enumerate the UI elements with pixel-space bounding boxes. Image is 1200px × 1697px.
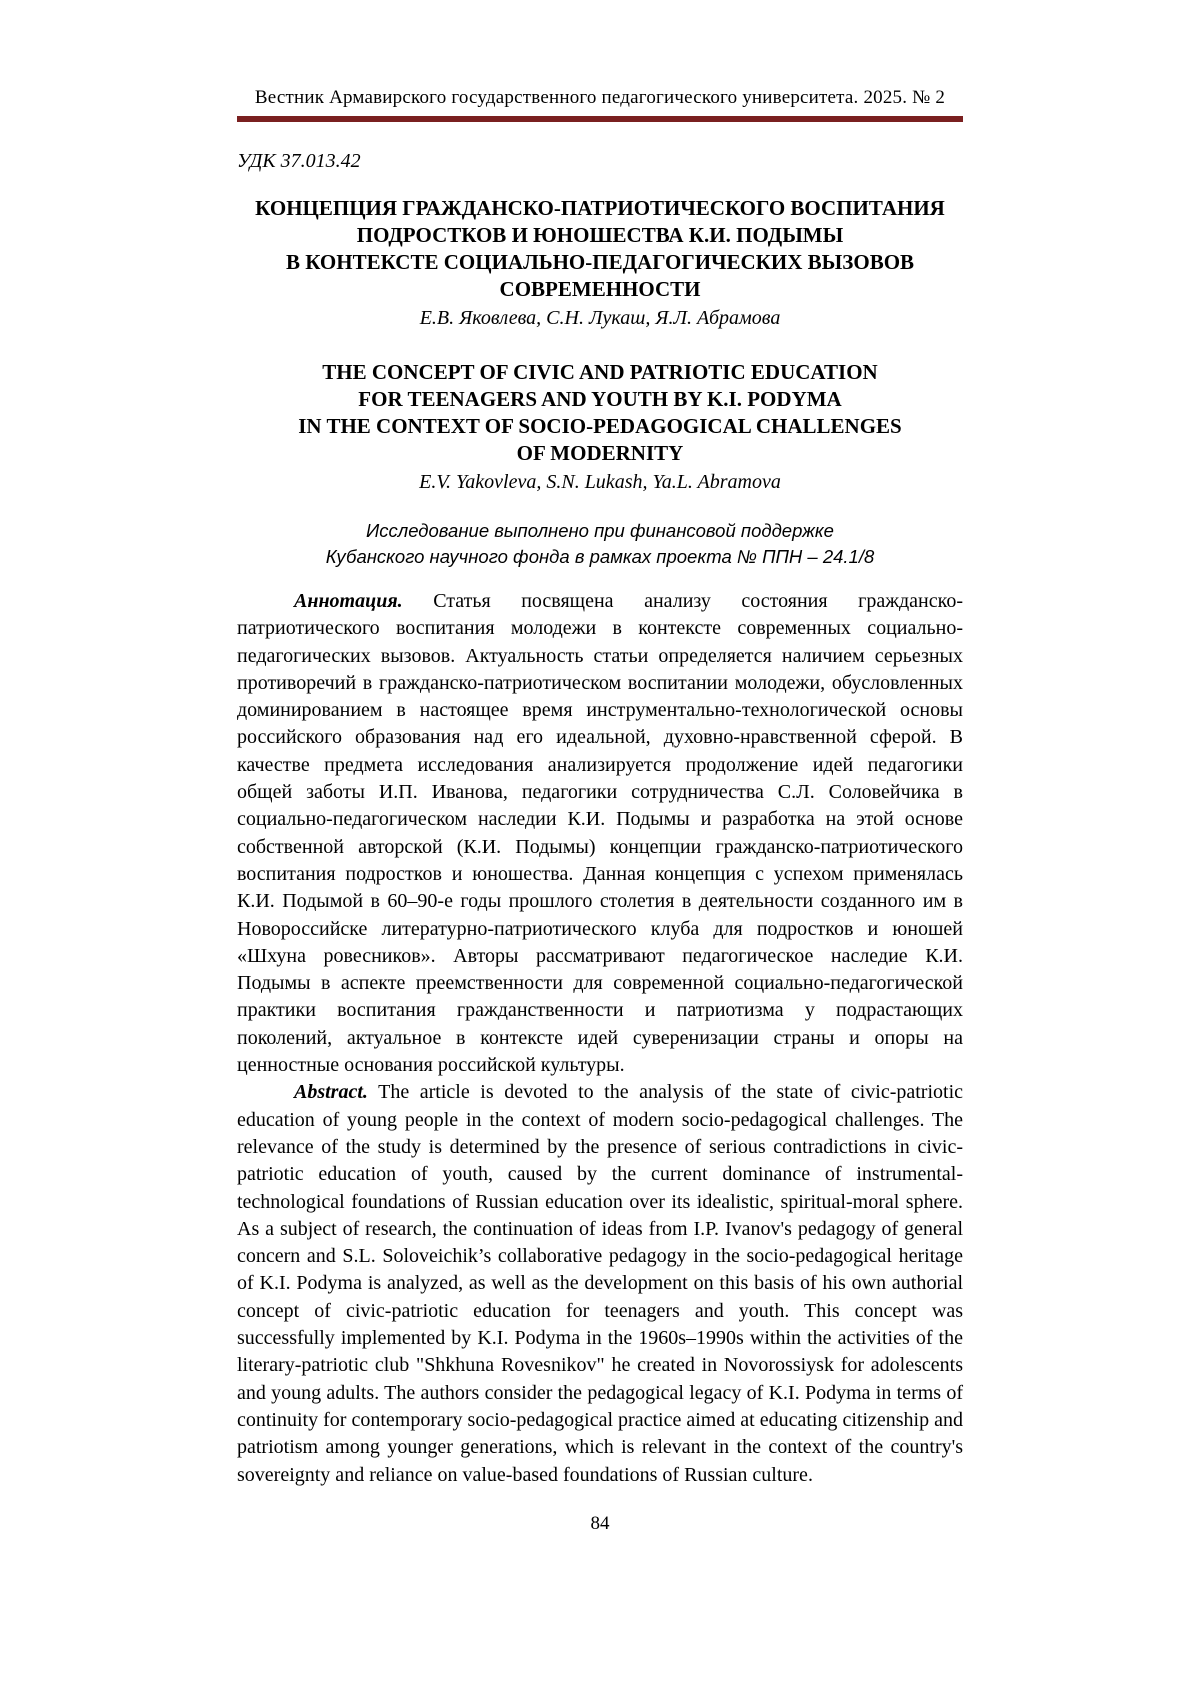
abstract-ru-text: Статья посвящена анализу состояния гражданско-патриотического воспитания молодежи в контексте современных социально-педагогических вызовов. Актуальность статьи определяется наличием серьезных противоречий в гражданско-патриотическом воспитании молодежи, обусловленных доминированием в настоящее время инструментально-технологической основы российского образования над его идеальной, духовно-нравственной сферой. В качестве предмета исследования анализируется продолжение идей педагогики общей заботы И.П. Иванова, педагогики сотрудничества С.Л. Соловейчика в социально-педагогическом наследии К.И. Подымы и разработка на этой основе собственной авторской (К.И. Подымы) концепции гражданско-патриотического воспитания подростков и юношества. Данная концепция с успехом применялась К.И. Подымой в 60–90-е годы прошлого столетия в деятельности созданного им в Новороссийске литературно-патриотического клуба для подростков и юношей «Шхуна ровесников». Авторы рассматривают педагогическое наследие К.И. Подымы в аспекте преемственности для современной социально-педагогической практики воспитания гражданственности и патриотизма у подрастающих поколений, актуальное в контексте идей суверенизации страны и опоры на ценностные основания российской культуры. (237, 590, 964, 1077)
page-number: 84 (590, 1512, 610, 1534)
udc-code: УДК 37.013.42 (237, 150, 361, 172)
abstract-ru-label: Аннотация. (294, 590, 403, 612)
journal-header-block (237, 86, 963, 122)
abstract-en-label: Abstract. (294, 1081, 368, 1104)
abstract-en (237, 1079, 963, 1488)
article-title-ru: КОНЦЕПЦИЯ ГРАЖДАНСКО-ПАТРИОТИЧЕСКОГО ВОСПИТАНИЯ ПОДРОСТКОВ И ЮНОШЕСТВА К.И. ПОДЫМЫ В КОНТЕКСТЕ СОЦИАЛЬНО-ПЕДАГОГИЧЕСКИХ ВЫЗОВОВ СОВРЕМЕННОСТИ (255, 196, 945, 301)
authors-en: E.V. Yakovleva, S.N. Lukash, Ya.L. Abramova (419, 471, 781, 493)
abstract-ru (237, 588, 963, 1079)
abstract-en-text: The article is devoted to the analysis of the state of civic-patriotic education of young people in the context of modern socio-pedagogical challenges. The relevance of the study is determined by the presence of serious contradictions in civic-patriotic education of youth, caused by the current dominance of instrumental-technological foundations of Russian education over its idealistic, spiritual-moral sphere. As a subject of research, the continuation of ideas from I.P. Ivanov's pedagogy of general concern and S.L. Soloveichik’s collaborative pedagogy in the socio-pedagogical heritage of K.I. Podyma is analyzed, as well as the development on this basis of his own authorial concept of civic-patriotic education for teenagers and youth. This concept was successfully implemented by K.I. Podyma in the 1960s–1990s within the activities of the literary-patriotic club "Shkhuna Rovesnikov" he created in Novorossiysk for adolescents and young adults. The authors consider the pedagogical legacy of K.I. Podyma in terms of continuity for contemporary socio-pedagogical practice aimed at educating citizenship and patriotism among younger generations, which is relevant in the context of the country's sovereignty and reliance on value-based foundations of Russian culture. (237, 1081, 963, 1486)
journal-header-text: Вестник Армавирского государственного педагогического университета. 2025. № 2 (254, 87, 946, 108)
article-title-en: THE CONCEPT OF CIVIC AND PATRIOTIC EDUCATION FOR TEENAGERS AND YOUTH BY K.I. PODYMA IN THE CONTEXT OF SOCIO-PEDAGOGICAL CHALLENGES OF MODERNITY (298, 360, 902, 465)
funding-note: Исследование выполнено при финансовой поддержке Кубанского научного фонда в рамках проекта № ППН – 24.1/8 (325, 520, 875, 567)
header-rule (237, 116, 963, 122)
authors-ru: Е.В. Яковлева, С.Н. Лукаш, Я.Л. Абрамова (419, 307, 781, 329)
